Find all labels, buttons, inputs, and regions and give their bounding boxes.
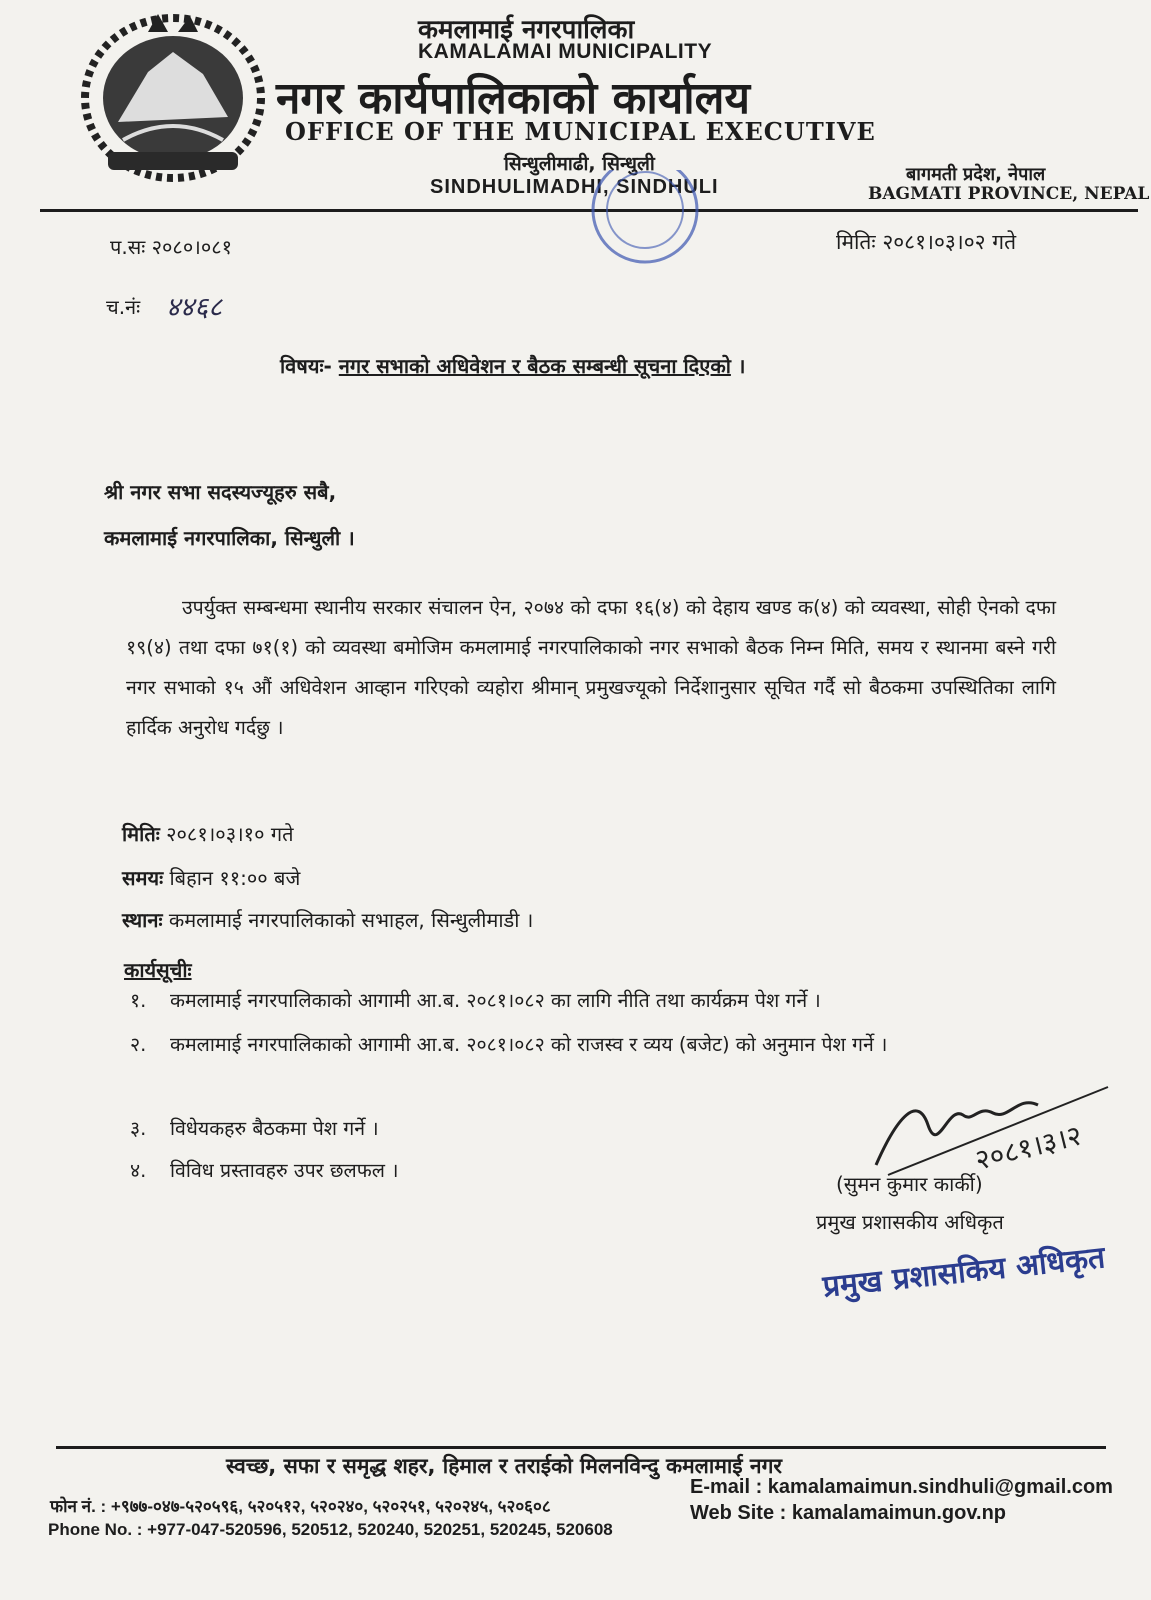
agenda-item-text: कमलामाई नगरपालिकाको आगामी आ.ब. २०८१।०८२ को राजस्व र व्यय (बजेट) को अनुमान पेश गर्ने । [170,1033,888,1056]
footer-email: E-mail : kamalamaimun.sindhuli@gmail.com [690,1476,1113,1498]
subject-text: नगर सभाको अधिवेशन र बैठक सम्बन्धी सूचना दिएको [338,354,731,378]
handwritten-signature [868,1075,1128,1185]
dispatch-number-label: च.नंः [106,295,141,319]
reference-number: प.सः २०८०।०८१ [110,235,233,259]
agenda-item-number: ४. [130,1159,147,1182]
agenda-item-text: विधेयकहरु बैठकमा पेश गर्ने । [170,1117,379,1140]
office-round-stamp [565,170,725,280]
recipient-line-1: श्री नगर सभा सदस्यज्यूहरु सबै, [104,480,337,504]
address-english: SINDHULIMADHI, SINDHULI [430,176,719,198]
subject-end: । [737,354,746,378]
meeting-place-label: स्थानः [122,908,163,932]
footer-website: Web Site : kamalamaimun.gov.np [690,1502,1006,1524]
meeting-time-label: समयः [122,866,164,890]
meeting-time [122,864,300,891]
agenda-item-text: कमलामाई नगरपालिकाको आगामी आ.ब. २०८१।०८२ का लागि नीति तथा कार्यक्रम पेश गर्ने । [170,989,821,1012]
office-name-nepali: नगर कार्यपालिकाको कार्यालय [276,73,750,124]
subject-line [280,352,745,379]
meeting-time-value: बिहान ११:०० बजे [169,866,301,890]
agenda-item-text: विविध प्रस्तावहरु उपर छलफल । [170,1159,399,1182]
meeting-date-label: मितिः [122,822,160,846]
meeting-place-value: कमलामाई नगरपालिकाको सभाहल, सिन्धुलीमाडी । [168,908,534,932]
phone-nepali: फोन नं. : +९७७-०४७-५२०५९६, ५२०५१२, ५२०२४०, ५२०२५१, ५२०२४५, ५२०६०८ [50,1497,551,1516]
signatory-name: (सुमन कुमार कार्की) [836,1172,983,1196]
phone-english: Phone No. : +977-047-520596, 520512, 520240, 520251, 520245, 520608 [48,1520,613,1539]
designation-stamp: प्रमुख प्रशासकिय अधिकृत [821,1240,1107,1305]
agenda-item-number: ३. [130,1117,147,1140]
meeting-date-value: २०८१।०३।१० गते [166,822,294,846]
province-nepali: बागमती प्रदेश, नेपाल [906,164,1046,185]
dispatch-number-handwritten: ४४६८ [166,292,223,323]
province-english: BAGMATI PROVINCE, NEPAL [868,184,1150,204]
address-nepali: सिन्धुलीमाढी, सिन्धुली [504,153,655,175]
municipality-name-english: KAMALAMAI MUNICIPALITY [418,40,713,63]
body-paragraph: उपर्युक्त सम्बन्धमा स्थानीय सरकार संचालन ऐन, २०७४ को दफा १६(४) को देहाय खण्ड क(४) को व्यवस्था, सोही ऐनको दफा १९(४) तथा दफा ७१(१) को व्यवस्था बमोजिम कमलामाई नगरपालिकाको नगर सभाको बैठक निम्न मिति, समय र स्थानमा बस्ने गरी नगर सभाको १५ औं अधिवेशन आव्हान गरिएको व्यहोरा श्रीमान् प्रमुखज्यूको निर्देशानुसार सूचित गर्दै सो बैठकमा उपस्थितिका लागि हार्दिक अनुरोध गर्दछु । [126,596,1056,739]
meeting-date [122,820,294,847]
letter-date: मितिः २०८१।०३।०२ गते [836,230,1017,254]
nepal-emblem-logo [78,12,268,184]
footer-slogan: स्वच्छ, सफा र समृद्ध शहर, हिमाल र तराईको मिलनविन्दु कमलामाई नगर [226,1454,782,1478]
agenda-item [130,1024,1030,1066]
signatory-title: प्रमुख प्रशासकीय अधिकृत [816,1210,1004,1234]
subject-label: विषयः- [280,354,332,378]
agenda-item-number: २. [130,1033,147,1056]
agenda-heading: कार्यसूचीः [124,958,192,982]
footer-divider [56,1446,1106,1449]
signature-date: २०८१।३।२ [971,1118,1086,1177]
office-name-english: OFFICE OF THE MUNICIPAL EXECUTIVE [285,117,876,146]
agenda-item [130,980,1030,1022]
meeting-place [122,906,533,933]
agenda-item-number: १. [130,989,147,1012]
municipality-name-nepali: कमलामाई नगरपालिका [418,15,635,45]
recipient-line-2: कमलामाई नगरपालिका, सिन्धुली । [104,526,355,550]
